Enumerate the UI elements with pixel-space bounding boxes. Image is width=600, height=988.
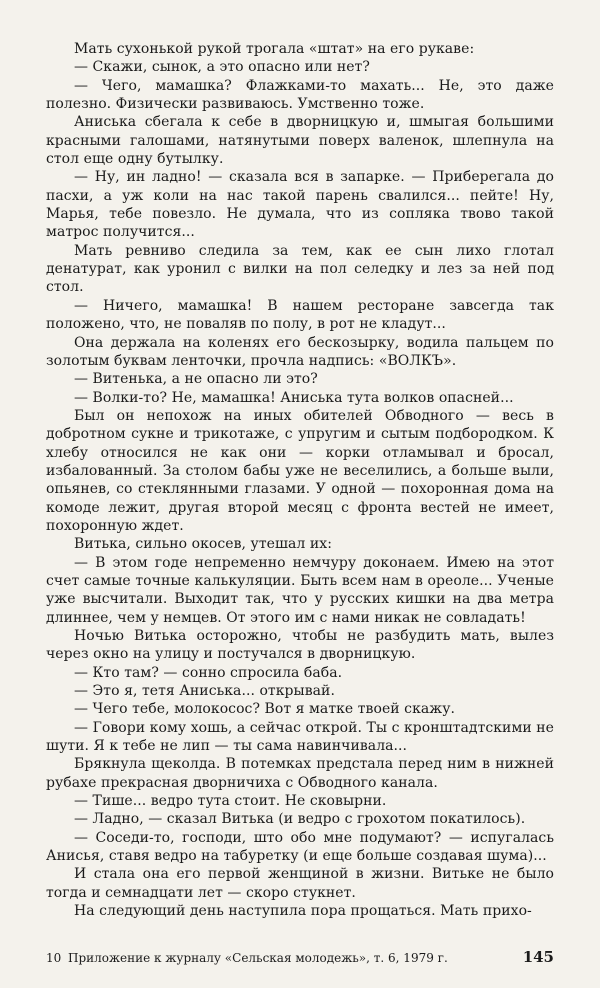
paragraph: На следующий день наступила пора прощаться. Мать прихо- <box>74 903 532 920</box>
paragraph: — Ладно, — сказал Витька (и ведро с грохотом покатилось). <box>74 811 526 828</box>
paragraph: — Ну, ин ладно! — сказала вся в запарке. — Приберегала до пасхи, а уж коли на нас такой парень свалился... пейте! Ну, Марья, тебе повезло. Не думала, что из сопляка твово такой матрос получится... <box>46 169 554 241</box>
paragraph: Ночью Витька осторожно, чтобы не разбудить мать, вылез через окно на улицу и постучался в дворницкую. <box>46 628 554 663</box>
paragraph: — Тише... ведро тута стоит. Не сковырни. <box>74 793 387 810</box>
page-footer <box>46 948 554 966</box>
paragraph: — В этом годе непременно немчуру доконаем. Имею на этот счет самые точные калькуляции. Быть всем нам в ореоле... Ученые уже высчитали. Выходит так, что у русских кишки на два метра длиннее, чем у немцев. От этого им с нами никак не совладать! <box>46 554 554 626</box>
paragraph: — Чего, мамашка? Флажками-то махать... Не, это даже полезно. Физически развиваюсь. Умственно тоже. <box>46 77 554 113</box>
paragraph: Мать ревниво следила за тем, как ее сын лихо глотал денатурат, как уронил с вилки на пол селедку и лез за ней под стол. <box>46 242 554 296</box>
paragraph: И стала она его первой женщиной в жизни. Витьке не было тогда и семнадцати лет — скоро стукнет. <box>46 866 554 901</box>
source-citation: Приложение к журналу «Сельская молодежь», т. 6, 1979 г. <box>68 951 448 965</box>
paragraph: Она держала на коленях его бескозырку, водила пальцем по золотым буквам ленточки, прочла надпись: «ВОЛКЪ». <box>46 334 554 369</box>
page-number: 145 <box>522 948 554 966</box>
paragraph: — Кто там? — сонно спросила баба. <box>74 664 343 681</box>
body-text <box>46 40 554 921</box>
paragraph: — Ничего, мамашка! В нашем ресторане завсегда так положено, что, не поваляв по полу, в рот не кладут... <box>46 297 554 333</box>
paragraph: — Это я, тетя Аниська... открывай. <box>74 683 335 700</box>
paragraph: Мать сухонькой рукой трогала «штат» на его рукаве: <box>74 41 475 57</box>
paragraph: — Волки-то? Не, мамашка! Аниська тута волков опасней... <box>74 389 514 406</box>
paragraph: Аниська сбегала к себе в дворницкую и, шмыгая большими красными галошами, натянутыми поверх валенок, шлепнула на стол еще одну бутылку. <box>46 114 554 168</box>
paragraph: Витька, сильно окосев, утешал их: <box>74 536 332 553</box>
paragraph: — Чего тебе, молокосос? Вот я матке твоей скажу. <box>74 701 455 718</box>
paragraph: — Скажи, сынок, а это опасно или нет? <box>74 59 370 76</box>
paragraph: — Соседи-то, господи, што обо мне подумают? — испугалась Анисья, ставя ведро на табуретку (и еще больше создавая шума)... <box>46 829 554 865</box>
paragraph: — Говори кому хошь, а сейчас открой. Ты с кронштадтскими не шути. Я к тебе не лип — ты сама навинчивала... <box>46 719 554 755</box>
paragraph: Брякнула щеколда. В потемках предстала перед ним в нижней рубахе прекрасная дворничиха с Обводного канала. <box>46 756 554 791</box>
paragraph: — Витенька, а не опасно ли это? <box>74 371 318 388</box>
printer-signature: 10 <box>46 951 62 965</box>
paragraph: Был он непохож на иных обителей Обводного — весь в добротном сукне и трикотаже, с упругим и сытым подбородком. К хлебу относился не как они — корки отламывал и бросал, избалованный. За столом бабы уже не веселились, а больше выли, опьянев, со стеклянными глазами. У одной — похоронная дома на комоде лежит, другая второй месяц с фронта вестей не имеет, похоронную ждет. <box>46 407 554 534</box>
